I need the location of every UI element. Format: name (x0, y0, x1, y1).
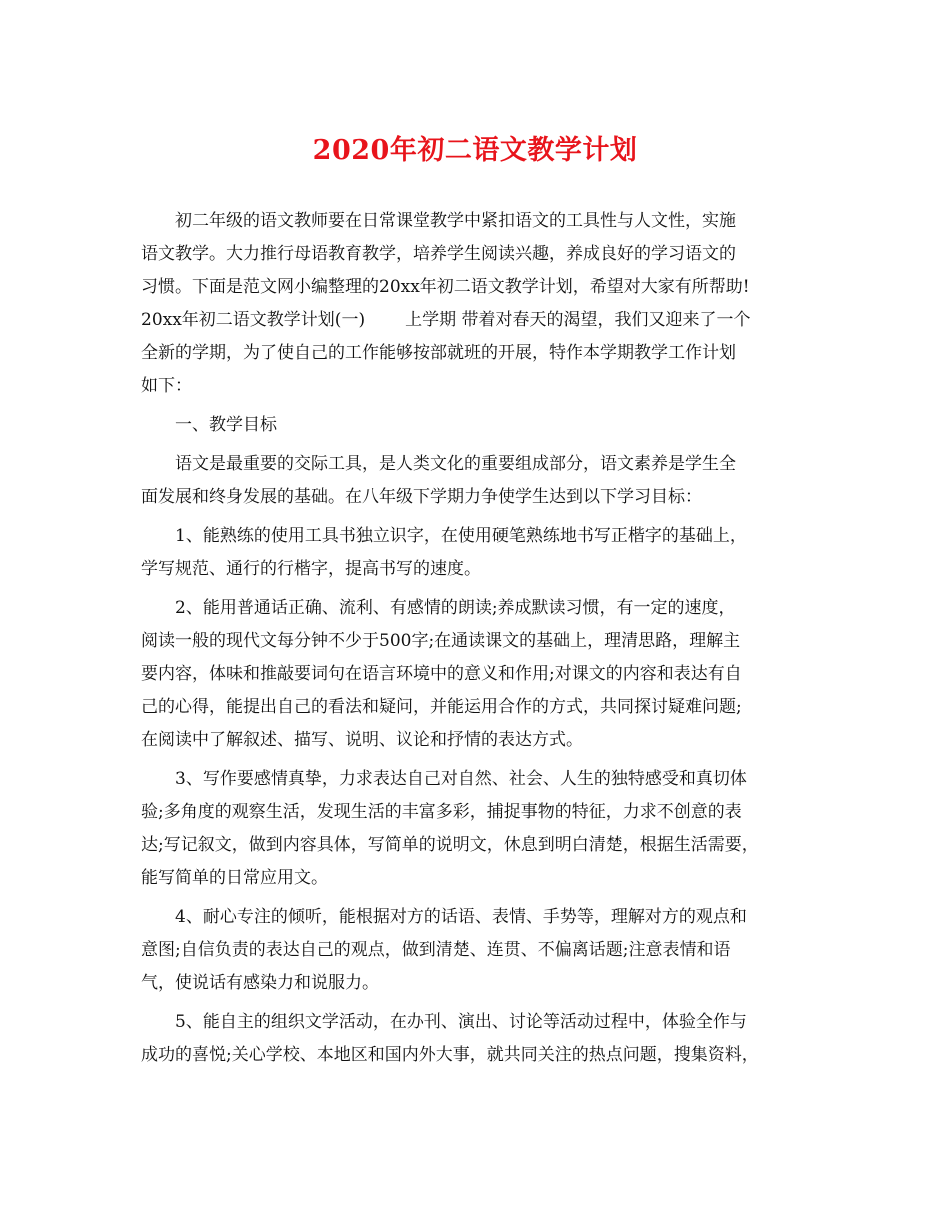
paragraph-line: 验;多角度的观察生活，发现生活的丰富多彩，捕捉事物的特征，力求不创意的表 (141, 802, 742, 822)
paragraph-line-mixed (141, 304, 821, 337)
paragraph-line: 4、耐心专注的倾听，能根据对方的话语、表情、手势等，理解对方的观点和 (175, 907, 747, 927)
document-title: 2020年初二语文教学计划 (312, 135, 638, 166)
paragraph-line: 要内容，体味和推敲要词句在语言环境中的意义和作用;对课文的内容和表达有自 (141, 664, 742, 684)
document-body (141, 205, 821, 1072)
plan-heading-inline: 20xx年初二语文教学计划(一) (141, 310, 366, 330)
paragraph-line: 学写规范、通行的行楷字，提高书写的速度。 (141, 559, 481, 579)
paragraph-line: 如下： (141, 376, 192, 396)
paragraph-line: 全新的学期，为了使自己的工作能够按部就班的开展，特作本学期教学工作计划 (141, 343, 736, 363)
paragraph-line: 达;写记叙文，做到内容具体，写简单的说明文，休息到明白清楚，根据生活需要， (141, 835, 759, 855)
paragraph-line: 意图;自信负责的表达自己的观点，做到清楚、连贯、不偏离话题;注意表情和语 (141, 940, 731, 960)
paragraph-line: 阅读一般的现代文每分钟不少于500字;在通读课文的基础上，理清思路，理解主 (141, 631, 741, 651)
paragraph-line: 语文教学。大力推行母语教育教学，培养学生阅读兴趣，养成良好的学习语文的 (141, 244, 736, 264)
paragraph-line: 成功的喜悦;关心学校、本地区和国内外大事，就共同关注的热点问题，搜集资料， (141, 1045, 759, 1065)
paragraph-line: 1、能熟练的使用工具书独立识字，在使用硬笔熟练地书写正楷字的基础上， (175, 526, 747, 546)
paragraph-line: 初二年级的语文教师要在日常课堂教学中紧扣语文的工具性与人文性，实施 (175, 211, 736, 231)
paragraph-line: 在阅读中了解叙述、描写、说明、议论和抒情的表达方式。 (141, 730, 583, 750)
paragraph-line: 语文是最重要的交际工具，是人类文化的重要组成部分，语文素养是学生全 (175, 454, 736, 474)
paragraph-line: 面发展和终身发展的基础。在八年级下学期力争使学生达到以下学习目标： (141, 487, 702, 507)
paragraph-line: 2、能用普通话正确、流利、有感情的朗读;养成默读习惯，有一定的速度， (175, 598, 736, 618)
paragraph-line: 己的心得，能提出自己的看法和疑问，并能运用合作的方式，共同探讨疑难问题; (141, 697, 742, 717)
paragraph-line: 能写简单的日常应用文。 (141, 868, 328, 888)
paragraph-inline-text: 上学期 带着对春天的渴望，我们又迎来了一个 (405, 310, 751, 330)
section-heading: 一、教学目标 (175, 415, 277, 435)
paragraph-line: 气，使说话有感染力和说服力。 (141, 973, 379, 993)
paragraph-line: 5、能自主的组织文学活动，在办刊、演出、讨论等活动过程中，体验全作与 (175, 1012, 747, 1032)
paragraph-line: 3、写作要感情真挚，力求表达自己对自然、社会、人生的独特感受和真切体 (175, 769, 747, 789)
paragraph-line: 习惯。下面是范文网小编整理的20xx年初二语文教学计划，希望对大家有所帮助! (141, 277, 750, 297)
